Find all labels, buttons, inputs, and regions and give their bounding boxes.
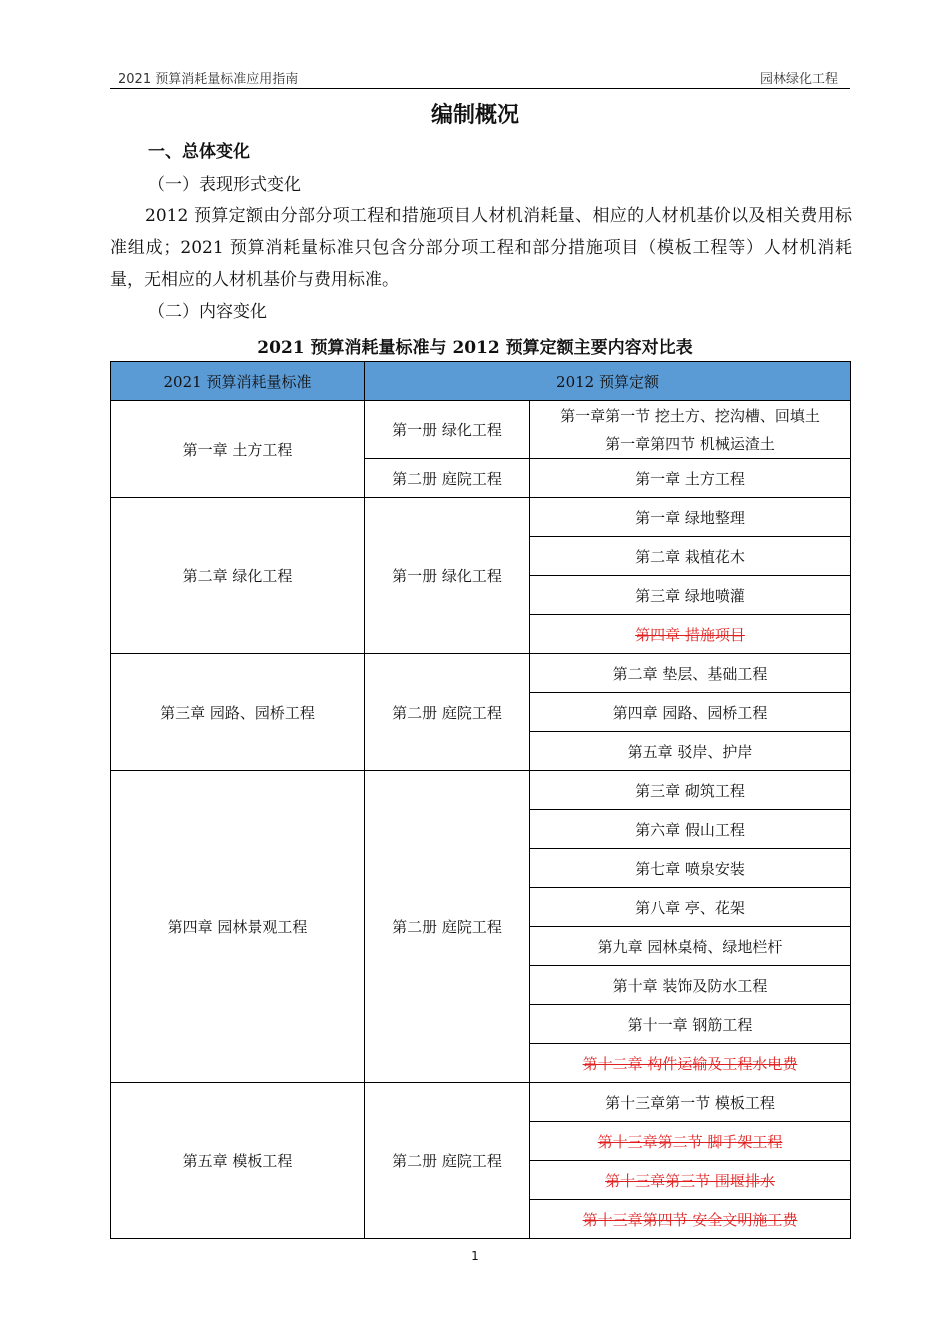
item-cell: 第十三章第一节 模板工程 [530,1083,851,1122]
col-header-2012: 2012 预算定额 [365,362,851,401]
item-cell: 第七章 喷泉安装 [530,849,851,888]
chapter-cell: 第五章 模板工程 [111,1083,365,1239]
comparison-table [110,361,851,1239]
volume-cell: 第二册 庭院工程 [365,459,530,498]
volume-cell: 第二册 庭院工程 [365,771,530,1083]
item-line: 第一章第四节 机械运渣土 [605,434,775,453]
item-cell: 第八章 亭、花架 [530,888,851,927]
volume-cell: 第二册 庭院工程 [365,654,530,771]
col-header-2021: 2021 预算消耗量标准 [111,362,365,401]
body-paragraph: 2012 预算定额由分部分项工程和措施项目人材机消耗量、相应的人材机基价以及相关费用标准组成；2021 预算消耗量标准只包含分部分项工程和部分措施项目（模板工程等）人材机消耗量，无相应的人材机基价与费用标准。 [110,206,852,290]
page-title: 编制概况 [430,103,519,128]
section-heading: 一、总体变化 [148,142,250,162]
chapter-cell: 第三章 园路、园桥工程 [111,654,365,771]
header-right-title: 园林绿化工程 [759,72,838,87]
item-cell: 第六章 假山工程 [530,810,851,849]
item-cell-deleted: 第四章 措施项目 [530,615,851,654]
item-cell: 第一章 土方工程 [530,459,851,498]
item-cell: 第三章 砌筑工程 [530,771,851,810]
chapter-cell: 第一章 土方工程 [111,401,365,498]
item-cell: 第四章 园路、园桥工程 [530,693,851,732]
item-cell: 第九章 园林桌椅、绿地栏杆 [530,927,851,966]
chapter-cell: 第四章 园林景观工程 [111,771,365,1083]
item-cell-deleted: 第十三章第三节 围堰排水 [530,1161,851,1200]
subsection-heading-2: （二）内容变化 [148,302,267,322]
subsection-heading-1: （一）表现形式变化 [148,175,301,195]
page-number: 1 [471,1249,479,1263]
table-title: 2021 预算消耗量标准与 2012 预算定额主要内容对比表 [257,338,693,358]
item-line: 第一章第一节 挖土方、挖沟槽、回填土 [560,406,820,425]
volume-cell: 第二册 庭院工程 [365,1083,530,1239]
chapter-cell: 第二章 绿化工程 [111,498,365,654]
header-left-title: 2021 预算消耗量标准应用指南 [118,72,299,87]
table-row [111,771,851,810]
table-row [111,498,851,537]
volume-cell: 第一册 绿化工程 [365,498,530,654]
table-header-row [111,362,851,401]
page-header [110,64,850,86]
item-cell: 第二章 垫层、基础工程 [530,654,851,693]
table-row [111,1083,851,1122]
item-cell [530,401,851,459]
item-cell-deleted: 第十三章第二节 脚手架工程 [530,1122,851,1161]
item-cell-deleted: 第十三章第四节 安全文明施工费 [530,1200,851,1239]
table-row [111,401,851,459]
item-cell: 第五章 驳岸、护岸 [530,732,851,771]
item-cell: 第一章 绿地整理 [530,498,851,537]
volume-cell: 第一册 绿化工程 [365,401,530,459]
item-cell: 第十一章 钢筋工程 [530,1005,851,1044]
table-row [111,654,851,693]
item-cell-deleted: 第十二章 构件运输及工程水电费 [530,1044,851,1083]
item-cell: 第三章 绿地喷灌 [530,576,851,615]
header-divider [110,88,850,89]
item-cell: 第二章 栽植花木 [530,537,851,576]
item-cell: 第十章 装饰及防水工程 [530,966,851,1005]
